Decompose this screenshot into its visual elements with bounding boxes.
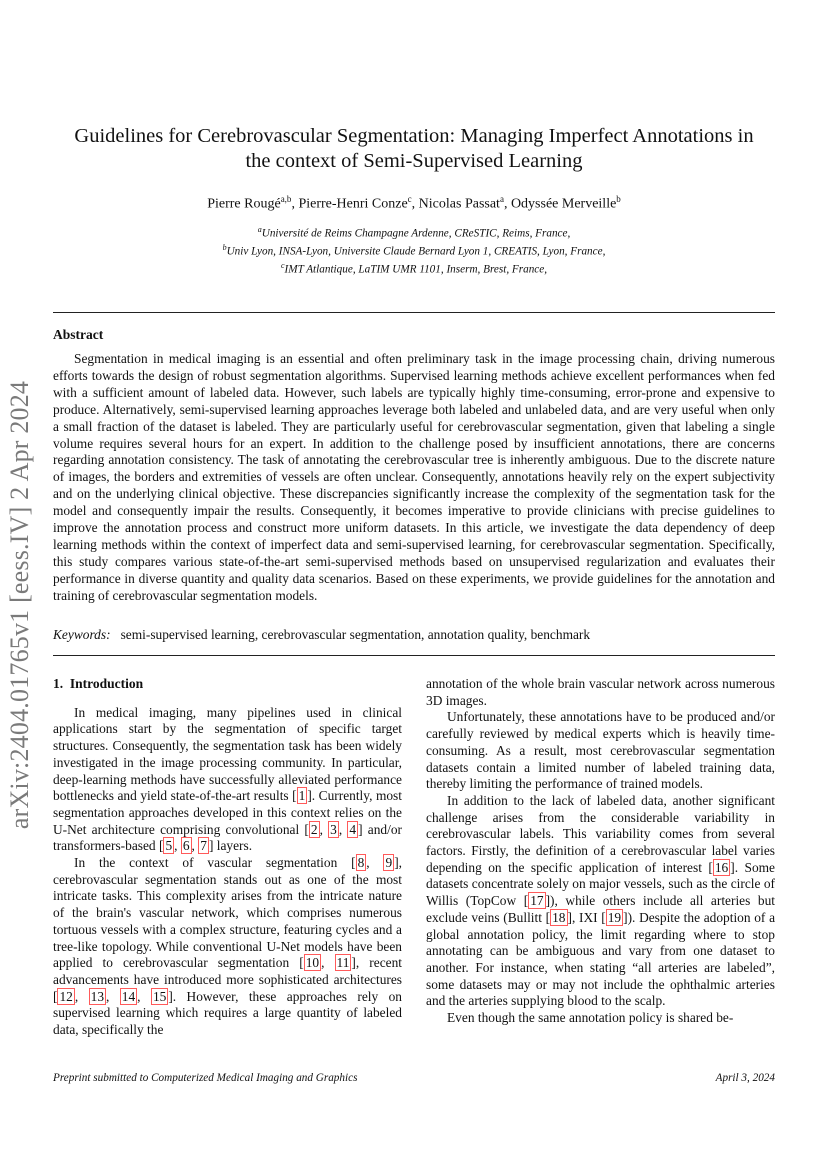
- right-column: [426, 676, 775, 1027]
- citation-link[interactable]: 1: [298, 788, 306, 804]
- citation-link[interactable]: 2: [310, 821, 318, 837]
- paragraph-text: ,: [137, 988, 151, 1004]
- right-column-paragraphs: [426, 676, 775, 1027]
- paragraph-text: Unfortunately, these annotations have to be produced and/or carefully reviewed by medical experts which is heavily time-consuming. As a result, most cerebrovascular segmentation datasets contain a limited number of labeled training data, thereby limiting the performance of trained models.: [426, 709, 775, 792]
- paragraph-text: ], IXI: [567, 909, 602, 925]
- citation-link[interactable]: 8: [357, 855, 365, 871]
- footer-journal: Preprint submitted to Computerized Medical Imaging and Graphics: [53, 1072, 358, 1084]
- affiliation-list: [60, 223, 768, 278]
- body-paragraph: [426, 709, 775, 793]
- author-name: Odyssée Merveille: [510, 196, 617, 212]
- citation-link[interactable]: 11: [336, 955, 350, 971]
- citation-bracket: [: [708, 859, 713, 875]
- citation-link[interactable]: 3: [330, 821, 337, 837]
- citation-link[interactable]: 9: [385, 855, 393, 871]
- paragraph-text: ]. Currently, most segmentation approaches developed in this context relies on the U-Net architecture comprising convolutional: [53, 788, 402, 837]
- author-affiliation-mark: c: [407, 194, 412, 204]
- left-column: [53, 676, 402, 1039]
- keywords-line: [53, 627, 775, 643]
- affiliation-mark: c: [280, 261, 285, 271]
- author-affiliation-mark: a: [499, 194, 504, 204]
- citation-bracket: [: [53, 988, 58, 1004]
- citation-bracket: [: [299, 955, 304, 971]
- paragraph-text: ] layers.: [208, 838, 253, 854]
- paper-title: Guidelines for Cerebrovascular Segmentation: Managing Imperfect Annotations in the context of Semi-Supervised Learning: [74, 125, 754, 172]
- bottom-divider: [53, 655, 775, 656]
- paragraph-text: ,: [74, 988, 89, 1004]
- author-affiliation-mark: b: [616, 194, 621, 204]
- citation-bracket: [: [304, 821, 309, 837]
- body-paragraph: [426, 676, 775, 709]
- affiliation-mark: b: [222, 243, 227, 253]
- paragraph-text: ], cerebrovascular segmentation stands out as one of the most intricate tasks. This complexity arises from the intricate nature of the brain's vascular network, which comprises numerous tortuous vessels with a complex structure, featuring cycles and a tree-like topology. While conventional U-Net models have been applied to cerebrovascular segmentation: [53, 855, 402, 971]
- affiliation-line: [60, 223, 768, 241]
- paragraph-text: annotation of the whole brain vascular network across numerous 3D images.: [426, 676, 775, 708]
- paragraph-text: ] and/or transformers-based: [53, 821, 402, 854]
- citation-link[interactable]: 4: [349, 821, 357, 837]
- paragraph-text: ]. However, these approaches rely on supervised learning which requires a large quantity of labeled data, specifically the: [53, 988, 403, 1038]
- citation-link[interactable]: 5: [165, 838, 173, 854]
- citation-bracket: [: [351, 855, 356, 871]
- left-column-paragraphs: [53, 705, 402, 1039]
- keywords-label: Keywords:: [53, 627, 111, 642]
- affiliation-line: [60, 241, 768, 259]
- citation-link[interactable]: 19: [607, 909, 622, 925]
- citation-bracket: [: [545, 909, 551, 925]
- paragraph-text: ,: [338, 821, 348, 837]
- top-divider: [53, 312, 775, 313]
- section-number: 1.: [53, 676, 64, 691]
- paragraph-text: ]. Some datasets concentrate solely on major vessels, such as the circle of Willis (TopCow: [426, 859, 775, 909]
- affiliation-mark: a: [257, 225, 262, 234]
- body-paragraph: [53, 705, 402, 855]
- body-paragraph: [426, 1010, 775, 1027]
- citation-link[interactable]: 16: [714, 859, 729, 875]
- section-title: Introduction: [69, 676, 144, 691]
- abstract-text: Segmentation in medical imaging is an essential and often preliminary task in the image processing chain, driving numerous efforts towards the design of robust segmentation algorithms. Supervised learning methods achieve excellent performances when fed with a sufficient amount of labeled data. However, such labels are typically highly time-consuming, error-prone and expensive to produce. Alternatively, semi-supervised learning approaches leverage both labeled and unlabeled data, and are very useful when only a small fraction of the dataset is labeled. They are particularly useful for cerebrovascular segmentation, given that labeling a single volume requires several hours for an expert. In addition to the challenge posed by insufficient annotations, there are concerns regarding annotation consistency. The task of annotating the cerebrovascular tree is inherently ambiguous. Due to the discrete nature of images, the borders and extremities of vessels are often unclear. Consequently, annotations heavily rely on the expert subjectivity and on the underlying clinical objective. These discrepancies significantly increase the complexity of the segmentation task for the model and consequently impair the results. Consequently, it becomes imperative to provide clinicians with precise guidelines to improve the annotation process and construct more uniform datasets. In this article, we investigate the data dependency of deep learning methods within the context of imperfect data and semi-supervised learning, for cerebrovascular segmentation. Specifically, this study compares various state-of-the-art semi-supervised methods based on unsupervised regularization and evaluates their performance in diverse quantity and quality data scenarios. Based on these experiments, we provide guidelines for the annotation and training of cerebrovascular segmentation models.: [53, 351, 775, 603]
- citation-link[interactable]: 13: [90, 988, 105, 1004]
- section-heading-introduction: [53, 676, 402, 693]
- paragraph-text: ,: [174, 838, 181, 854]
- paragraph-text: In the context of vascular segmentation: [74, 855, 352, 871]
- author-affiliation-mark: a,b: [280, 194, 292, 204]
- citation-link[interactable]: 15: [152, 988, 167, 1004]
- paragraph-text: ,: [366, 855, 384, 871]
- affiliation-text: Univ Lyon, INSA-Lyon, Universite Claude Bernard Lyon 1, CREATIS, Lyon, France,: [226, 245, 606, 258]
- citation-bracket: [: [523, 893, 529, 909]
- paragraph-text: ]). Despite the adoption of a global annotation policy, the limit regarding where to stop annotating can be ambiguous and vary from one dataset to another. For instance, when stating “all arteries are labeled”, some datasets may or may not include the ophthalmic arteries and the arteries supplying blood to the scalp.: [426, 909, 776, 1009]
- citation-bracket: [: [601, 909, 606, 925]
- body-paragraph: [426, 793, 775, 1010]
- paragraph-text: ,: [321, 955, 335, 971]
- author-list: Pierre Rougé$^{a,b}$, Pierre-Henri Conze$^c$, Nicolas Passat$^a$, Odyssée Merveille$^b$: [207, 194, 621, 212]
- affiliation-text: IMT Atlantique, LaTIM UMR 1101, Inserm, Brest, France,: [284, 264, 548, 277]
- arxiv-identifier-stamp[interactable]: arXiv:2404.01765v1 [eess.IV] 2 Apr 2024: [5, 380, 34, 830]
- page-footer: [53, 1072, 775, 1084]
- paragraph-text: ,: [106, 988, 120, 1004]
- paragraph-text: ], recent advancements have introduced more sophisticated architectures: [53, 955, 402, 987]
- abstract-heading: Abstract: [53, 327, 104, 342]
- paragraph-text: In medical imaging, many pipelines used in clinical applications start by the segmentation of specific target structures. Consequently, the segmentation task has been widely investigated in the image processing community. In particular, deep-learning methods have successfully alleviated performance bottlenecks and yield state-of-the-art results: [53, 704, 402, 804]
- citation-bracket: [: [292, 788, 297, 804]
- keywords-text: semi-supervised learning, cerebrovascular segmentation, annotation quality, benchmark: [120, 627, 591, 642]
- author-name: Nicolas Passat: [418, 196, 500, 212]
- paragraph-text: ]), while others include all arteries but exclude veins (Bullitt: [426, 893, 776, 925]
- citation-link[interactable]: 10: [305, 955, 320, 971]
- citation-link[interactable]: 12: [59, 988, 73, 1004]
- paragraph-text: Even though the same annotation policy is shared be-: [447, 1010, 734, 1026]
- affiliation-line: [60, 259, 768, 277]
- citation-link[interactable]: 18: [552, 909, 566, 925]
- citation-link[interactable]: 6: [182, 838, 190, 854]
- citation-link[interactable]: 17: [530, 893, 544, 909]
- author-name: Pierre Rougé: [207, 196, 281, 212]
- paragraph-text: ,: [319, 821, 329, 837]
- paragraph-text: In addition to the lack of labeled data, another significant challenge arises from the considerable variability in cerebrovascular labels. This variability comes from several factors. Firstly, the definition of a cerebrovascular label varies depending on the specific application of interest: [426, 792, 775, 875]
- citation-link[interactable]: 7: [200, 838, 207, 854]
- paragraph-text: ,: [191, 838, 199, 854]
- body-paragraph: [53, 855, 402, 1039]
- affiliation-text: Université de Reims Champagne Ardenne, CReSTIC, Reims, France,: [261, 227, 571, 240]
- citation-link[interactable]: 14: [121, 988, 136, 1004]
- author-name: Pierre-Henri Conze: [298, 196, 408, 212]
- footer-date: April 3, 2024: [715, 1072, 775, 1084]
- citation-bracket: [: [158, 838, 164, 854]
